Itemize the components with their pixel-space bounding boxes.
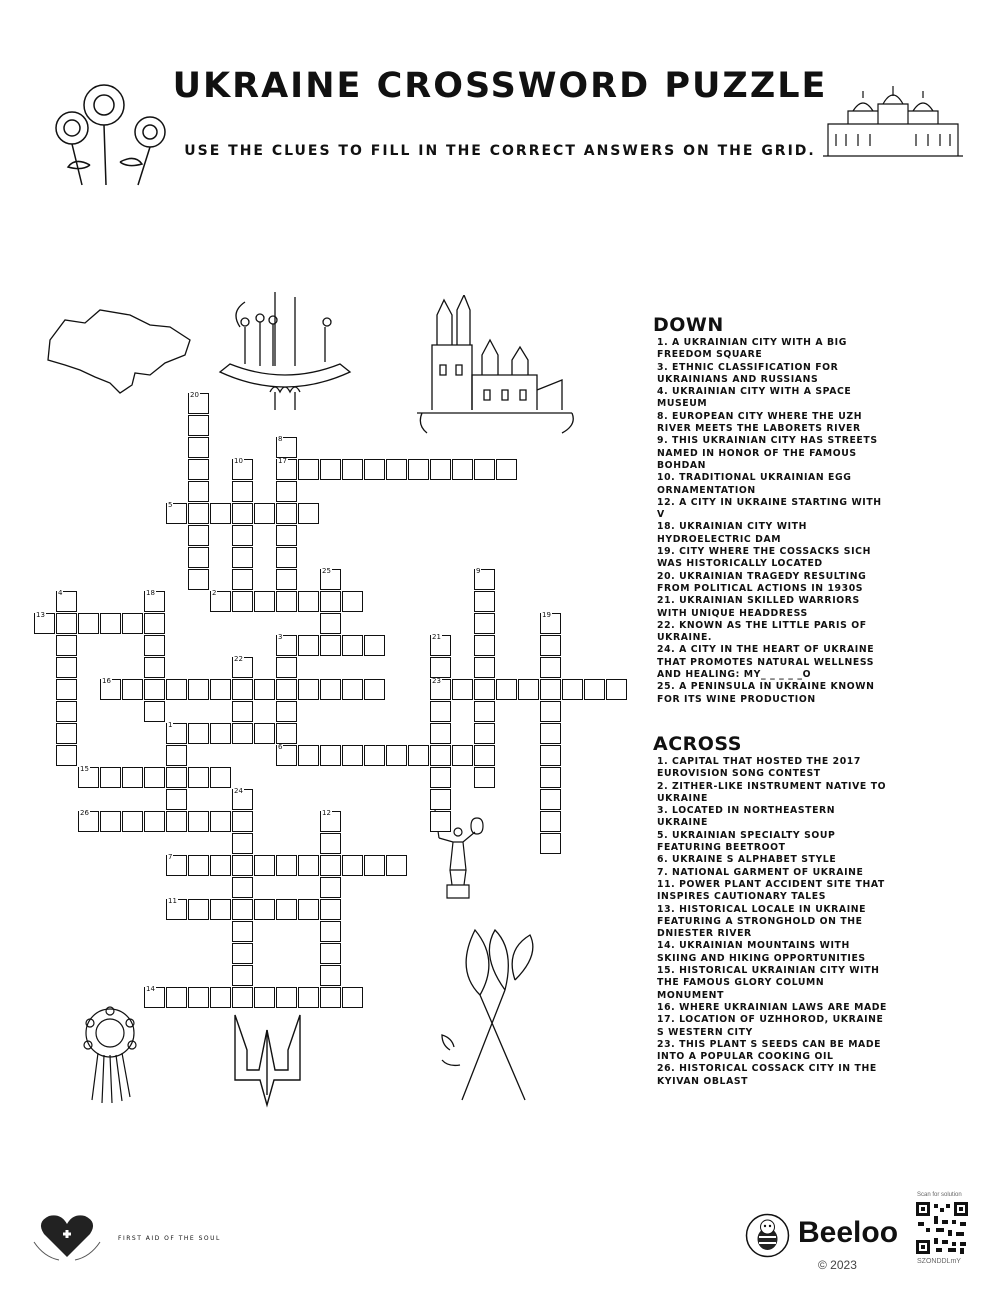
- clue-text: WHERE UKRAINIAN LAWS ARE MADE: [679, 1001, 888, 1013]
- grid-cell[interactable]: [188, 503, 209, 524]
- grid-cell[interactable]: [298, 503, 319, 524]
- grid-cell[interactable]: [320, 833, 341, 854]
- clue-number: 14.: [657, 940, 680, 952]
- cathedral-illustration: [818, 86, 968, 158]
- clue-text: CAPITAL THAT HOSTED THE 2017 EUROVISION SONG CONTEST: [657, 756, 861, 780]
- grid-cell[interactable]: [342, 987, 363, 1008]
- grid-cell[interactable]: [474, 459, 495, 480]
- grid-cell[interactable]: [56, 679, 77, 700]
- grid-cell[interactable]: [56, 701, 77, 722]
- clue-number-label: 21: [432, 633, 441, 641]
- across-clue: [657, 1014, 887, 1039]
- clue-number-label: 17: [278, 457, 287, 465]
- grid-cell[interactable]: [188, 459, 209, 480]
- across-clues-list: [657, 756, 887, 1088]
- grid-cell[interactable]: [122, 767, 143, 788]
- grid-cell[interactable]: [188, 525, 209, 546]
- grid-cell[interactable]: [188, 569, 209, 590]
- castle-illustration: [412, 295, 577, 435]
- grid-cell[interactable]: [210, 855, 231, 876]
- clue-number: 2.: [657, 780, 673, 792]
- clue-number: 25.: [657, 681, 680, 693]
- grid-cell[interactable]: [540, 657, 561, 678]
- instructions: USE THE CLUES TO FILL IN THE CORRECT ANSWERS ON THE GRID.: [184, 143, 816, 159]
- grid-cell[interactable]: [320, 745, 341, 766]
- down-clue: [657, 681, 887, 706]
- grid-cell[interactable]: [188, 767, 209, 788]
- grid-cell[interactable]: [232, 899, 253, 920]
- grid-cell[interactable]: [298, 635, 319, 656]
- grid-cell[interactable]: [298, 899, 319, 920]
- grid-cell[interactable]: [386, 855, 407, 876]
- down-clue: [657, 411, 887, 436]
- grid-cell[interactable]: [210, 723, 231, 744]
- boat-monument-illustration: [215, 292, 355, 412]
- grid-cell[interactable]: [320, 591, 341, 612]
- grid-cell[interactable]: [276, 987, 297, 1008]
- scan-label: Scan for solution: [917, 1192, 962, 1198]
- grid-cell[interactable]: [452, 745, 473, 766]
- clue-text: LOCATION OF UZHHOROD, UKRAINE S WESTERN CITY: [657, 1014, 884, 1038]
- grid-cell[interactable]: [100, 613, 121, 634]
- flower-wreath-illustration: [70, 1005, 150, 1105]
- grid-cell[interactable]: [430, 723, 451, 744]
- grid-cell[interactable]: [474, 701, 495, 722]
- grid-cell[interactable]: [276, 503, 297, 524]
- grid-cell[interactable]: [166, 745, 187, 766]
- clue-number: 11.: [657, 878, 680, 890]
- clue-number: 4.: [657, 386, 673, 398]
- grid-cell[interactable]: [188, 547, 209, 568]
- grid-cell[interactable]: [320, 635, 341, 656]
- clue-text: A PENINSULA IN UKRAINE KNOWN FOR ITS WINE PRODUCTION: [657, 681, 875, 705]
- grid-cell[interactable]: [298, 459, 319, 480]
- grid-cell[interactable]: [188, 679, 209, 700]
- grid-cell[interactable]: [364, 459, 385, 480]
- across-clue: [657, 756, 887, 781]
- grid-cell[interactable]: [276, 701, 297, 722]
- trident-coat-of-arms-icon: [230, 1010, 305, 1110]
- grid-cell[interactable]: [540, 745, 561, 766]
- brand-name: Beeloo: [798, 1216, 899, 1249]
- across-clue: [657, 781, 887, 806]
- grid-cell[interactable]: [320, 965, 341, 986]
- grid-cell[interactable]: [188, 415, 209, 436]
- grid-cell[interactable]: [584, 679, 605, 700]
- down-clue: [657, 497, 887, 522]
- grid-cell[interactable]: [320, 855, 341, 876]
- grid-cell[interactable]: [144, 701, 165, 722]
- grid-cell[interactable]: [56, 613, 77, 634]
- clue-number-label: 6: [278, 743, 283, 751]
- grid-cell[interactable]: [166, 679, 187, 700]
- down-clue: [657, 435, 887, 472]
- grid-cell[interactable]: [342, 855, 363, 876]
- down-clue: [657, 595, 887, 620]
- grid-cell[interactable]: [320, 921, 341, 942]
- grid-cell[interactable]: [430, 745, 451, 766]
- clue-number-label: 8: [278, 435, 283, 443]
- grid-cell[interactable]: [320, 943, 341, 964]
- clue-text: UKRAINIAN TRAGEDY RESULTING FROM POLITICAL ACTIONS IN 1930S: [657, 570, 867, 594]
- clue-number: 20.: [657, 570, 680, 582]
- grid-cell[interactable]: [540, 679, 561, 700]
- clue-text: A CITY IN UKRAINE STARTING WITH V: [657, 496, 882, 521]
- clue-text: HISTORICAL LOCALE IN UKRAINE FEATURING A STRONGHOLD ON THE DNIESTER RIVER: [657, 903, 867, 940]
- clue-number: 26.: [657, 1063, 680, 1075]
- clue-text: UKRAINIAN SPECIALTY SOUP FEATURING BEETROOT: [657, 829, 836, 854]
- clue-text: HISTORICAL COSSACK CITY IN THE KYIVAN OBLAST: [657, 1063, 877, 1087]
- grid-cell[interactable]: [56, 723, 77, 744]
- sunflowers-illustration: [42, 70, 177, 190]
- across-clue: [657, 1063, 887, 1088]
- grid-cell[interactable]: [430, 767, 451, 788]
- across-clue: [657, 805, 887, 830]
- heart-hands-logo: [32, 1212, 102, 1262]
- grid-cell[interactable]: [298, 855, 319, 876]
- clue-number-label: 25: [322, 567, 331, 575]
- grid-cell[interactable]: [276, 591, 297, 612]
- grid-cell[interactable]: [320, 877, 341, 898]
- grid-cell[interactable]: [276, 569, 297, 590]
- clue-number: 13.: [657, 903, 680, 915]
- clue-number: 15.: [657, 965, 680, 977]
- grid-cell[interactable]: [188, 723, 209, 744]
- grid-cell[interactable]: [166, 789, 187, 810]
- grid-cell[interactable]: [210, 987, 231, 1008]
- grid-cell[interactable]: [496, 679, 517, 700]
- grid-cell[interactable]: [144, 767, 165, 788]
- clue-number-label: 9: [476, 567, 481, 575]
- across-clue: [657, 867, 887, 879]
- clue-number-label: 7: [168, 853, 173, 861]
- grid-cell[interactable]: [166, 811, 187, 832]
- grid-cell[interactable]: [188, 987, 209, 1008]
- grid-cell[interactable]: [144, 613, 165, 634]
- grid-cell[interactable]: [254, 987, 275, 1008]
- grid-cell[interactable]: [56, 745, 77, 766]
- grid-cell[interactable]: [540, 789, 561, 810]
- clue-number: 12.: [657, 496, 680, 508]
- grid-cell[interactable]: [232, 943, 253, 964]
- clue-number: 9.: [657, 435, 673, 447]
- grid-cell[interactable]: [474, 679, 495, 700]
- grid-cell[interactable]: [210, 811, 231, 832]
- grid-cell[interactable]: [474, 657, 495, 678]
- grid-cell[interactable]: [254, 855, 275, 876]
- grid-cell[interactable]: [276, 855, 297, 876]
- grid-cell[interactable]: [232, 965, 253, 986]
- clue-number: 22.: [657, 619, 680, 631]
- clue-text: THIS PLANT S SEEDS CAN BE MADE INTO A POPULAR COOKING OIL: [657, 1038, 882, 1063]
- grid-cell[interactable]: [232, 833, 253, 854]
- bee-logo-icon: [745, 1213, 790, 1258]
- grid-cell[interactable]: [540, 811, 561, 832]
- grid-cell[interactable]: [342, 745, 363, 766]
- grid-cell[interactable]: [298, 679, 319, 700]
- grid-cell[interactable]: [254, 679, 275, 700]
- grid-cell[interactable]: [298, 987, 319, 1008]
- clue-number: 17.: [657, 1014, 680, 1026]
- grid-cell[interactable]: [100, 811, 121, 832]
- grid-cell[interactable]: [188, 855, 209, 876]
- grid-cell[interactable]: [254, 503, 275, 524]
- clue-number: 6.: [657, 854, 673, 866]
- solution-code: SZONDDLmY: [917, 1258, 961, 1265]
- clue-number-label: 3: [278, 633, 283, 641]
- grid-cell[interactable]: [474, 635, 495, 656]
- clue-number-label: 11: [168, 897, 177, 905]
- grid-cell[interactable]: [474, 745, 495, 766]
- grid-cell[interactable]: [188, 811, 209, 832]
- clue-number: 24.: [657, 644, 680, 656]
- grid-cell[interactable]: [144, 811, 165, 832]
- grid-cell[interactable]: [232, 591, 253, 612]
- across-clue: [657, 854, 887, 866]
- clue-text: KNOWN AS THE LITTLE PARIS OF UKRAINE.: [657, 619, 867, 644]
- grid-cell[interactable]: [100, 767, 121, 788]
- clue-number: 1.: [657, 337, 673, 348]
- clue-text: UKRAINIAN MOUNTAINS WITH SKIING AND HIKING OPPORTUNITIES: [657, 940, 866, 964]
- grid-cell[interactable]: [474, 591, 495, 612]
- clue-number: 10.: [657, 472, 680, 484]
- grid-cell[interactable]: [232, 525, 253, 546]
- clue-number: 3.: [657, 361, 673, 373]
- grid-cell[interactable]: [342, 591, 363, 612]
- down-clue: [657, 472, 887, 497]
- grid-cell[interactable]: [276, 679, 297, 700]
- grid-cell[interactable]: [364, 855, 385, 876]
- clue-text: CITY WHERE THE COSSACKS SICH WAS HISTORICALLY LOCATED: [657, 546, 871, 570]
- clue-number-label: 22: [234, 655, 243, 663]
- grid-cell[interactable]: [342, 635, 363, 656]
- grid-cell[interactable]: [430, 459, 451, 480]
- grid-cell[interactable]: [320, 987, 341, 1008]
- grid-cell[interactable]: [122, 679, 143, 700]
- grid-cell[interactable]: [474, 613, 495, 634]
- clue-number-label: 18: [146, 589, 155, 597]
- clue-number-label: 10: [234, 457, 243, 465]
- page-title: UKRAINE CROSSWORD PUZZLE: [172, 66, 828, 106]
- grid-cell[interactable]: [320, 459, 341, 480]
- grid-cell[interactable]: [276, 657, 297, 678]
- clue-number-label: 1: [168, 721, 173, 729]
- grid-cell[interactable]: [210, 767, 231, 788]
- grid-cell[interactable]: [562, 679, 583, 700]
- grid-cell[interactable]: [188, 481, 209, 502]
- clue-text: ETHNIC CLASSIFICATION FOR UKRAINIANS AND RUSSIANS: [657, 361, 839, 385]
- grid-cell[interactable]: [496, 459, 517, 480]
- grid-cell[interactable]: [122, 613, 143, 634]
- grid-cell[interactable]: [540, 767, 561, 788]
- grid-cell[interactable]: [430, 789, 451, 810]
- grid-cell[interactable]: [364, 635, 385, 656]
- clue-text: A CITY IN THE HEART OF UKRAINE THAT PROMOTES NATURAL WELLNESS AND HEALING: MY_ _ _ _ _O: [657, 644, 875, 681]
- across-clue: [657, 879, 887, 904]
- down-clues-list: [657, 337, 887, 706]
- grid-cell[interactable]: [320, 613, 341, 634]
- down-clue: [657, 571, 887, 596]
- grid-cell[interactable]: [56, 657, 77, 678]
- grid-cell[interactable]: [386, 745, 407, 766]
- grid-cell[interactable]: [430, 701, 451, 722]
- across-clue: [657, 904, 887, 941]
- clue-number-label: 13: [36, 611, 45, 619]
- grid-cell[interactable]: [166, 987, 187, 1008]
- grid-cell[interactable]: [298, 591, 319, 612]
- grid-cell[interactable]: [232, 547, 253, 568]
- copyright: © 2023: [818, 1258, 857, 1272]
- grid-cell[interactable]: [144, 635, 165, 656]
- clue-text: LOCATED IN NORTHEASTERN UKRAINE: [657, 805, 836, 829]
- clue-number-label: 4: [58, 589, 63, 597]
- down-clue: [657, 521, 887, 546]
- qr-code-icon[interactable]: [916, 1202, 968, 1254]
- clue-text: EUROPEAN CITY WHERE THE UZH RIVER MEETS THE LABORETS RIVER: [657, 410, 863, 435]
- grid-cell[interactable]: [276, 547, 297, 568]
- grid-cell[interactable]: [342, 679, 363, 700]
- clue-number: 7.: [657, 866, 673, 878]
- grid-cell[interactable]: [232, 701, 253, 722]
- clue-number-label: 23: [432, 677, 441, 685]
- grid-cell[interactable]: [56, 635, 77, 656]
- grid-cell[interactable]: [232, 855, 253, 876]
- across-clue: [657, 1039, 887, 1064]
- clue-number-label: 2: [212, 589, 217, 597]
- clue-number: 23.: [657, 1038, 680, 1050]
- down-clue: [657, 386, 887, 411]
- down-clue: [657, 546, 887, 571]
- clue-text: HISTORICAL UKRAINIAN CITY WITH THE FAMOUS GLORY COLUMN MONUMENT: [657, 965, 880, 1001]
- grid-cell[interactable]: [540, 723, 561, 744]
- across-clue: [657, 940, 887, 965]
- clue-number-label: 12: [322, 809, 331, 817]
- clue-text: POWER PLANT ACCIDENT SITE THAT INSPIRES CAUTIONARY TALES: [657, 878, 885, 903]
- grid-cell[interactable]: [144, 679, 165, 700]
- grid-cell[interactable]: [144, 657, 165, 678]
- grid-cell[interactable]: [276, 525, 297, 546]
- grid-cell[interactable]: [188, 899, 209, 920]
- grid-cell[interactable]: [518, 679, 539, 700]
- grid-cell[interactable]: [408, 459, 429, 480]
- grid-cell[interactable]: [210, 899, 231, 920]
- grid-cell[interactable]: [232, 877, 253, 898]
- grid-cell[interactable]: [78, 613, 99, 634]
- ukraine-map-illustration: [40, 305, 200, 400]
- grid-cell[interactable]: [254, 723, 275, 744]
- grid-cell[interactable]: [540, 833, 561, 854]
- down-clue: [657, 337, 887, 362]
- clue-text: THIS UKRAINIAN CITY HAS STREETS NAMED IN HONOR OF THE FAMOUS BOHDAN: [657, 435, 878, 471]
- grid-cell[interactable]: [540, 635, 561, 656]
- grid-cell[interactable]: [210, 503, 231, 524]
- clue-number-label: 24: [234, 787, 243, 795]
- down-clue: [657, 362, 887, 387]
- grid-cell[interactable]: [166, 767, 187, 788]
- grid-cell[interactable]: [342, 459, 363, 480]
- grid-cell[interactable]: [452, 679, 473, 700]
- down-clue: [657, 644, 887, 681]
- clue-number: 8.: [657, 410, 673, 422]
- clue-number: 1.: [657, 756, 673, 767]
- grid-cell[interactable]: [606, 679, 627, 700]
- grid-cell[interactable]: [232, 481, 253, 502]
- grid-cell[interactable]: [232, 679, 253, 700]
- clue-text: ZITHER-LIKE INSTRUMENT NATIVE TO UKRAINE: [657, 780, 887, 804]
- clue-number-label: 14: [146, 985, 155, 993]
- grid-cell[interactable]: [232, 723, 253, 744]
- first-aid-tagline: FIRST AID OF THE SOUL: [118, 1235, 221, 1242]
- down-clue: [657, 620, 887, 645]
- clue-text: UKRAINIAN CITY WITH HYDROELECTRIC DAM: [657, 521, 807, 545]
- across-clue: [657, 830, 887, 855]
- down-heading: DOWN: [653, 314, 724, 336]
- grid-cell[interactable]: [254, 591, 275, 612]
- grid-cell[interactable]: [232, 987, 253, 1008]
- clue-text: A UKRAINIAN CITY WITH A BIG FREEDOM SQUARE: [657, 337, 847, 361]
- clue-text: UKRAINIAN SKILLED WARRIORS WITH UNIQUE HEADDRESS: [657, 595, 860, 619]
- grid-cell[interactable]: [276, 899, 297, 920]
- grid-cell[interactable]: [430, 657, 451, 678]
- across-clue: [657, 965, 887, 1002]
- clue-number: 3.: [657, 805, 673, 817]
- clue-number-label: 5: [168, 501, 173, 509]
- grid-cell[interactable]: [276, 723, 297, 744]
- grid-cell[interactable]: [210, 679, 231, 700]
- grid-cell[interactable]: [122, 811, 143, 832]
- clue-text: TRADITIONAL UKRAINIAN EGG ORNAMENTATION: [657, 472, 852, 496]
- grid-cell[interactable]: [540, 701, 561, 722]
- clue-number: 5.: [657, 829, 673, 841]
- grid-cell[interactable]: [232, 811, 253, 832]
- clue-number-label: 16: [102, 677, 111, 685]
- grid-cell[interactable]: [298, 745, 319, 766]
- grid-cell[interactable]: [408, 745, 429, 766]
- clue-text: UKRAINE S ALPHABET STYLE: [672, 854, 837, 866]
- grid-cell[interactable]: [452, 459, 473, 480]
- clue-number: 19.: [657, 546, 680, 558]
- grid-cell[interactable]: [276, 481, 297, 502]
- clue-number-label: 20: [190, 391, 199, 399]
- grid-cell[interactable]: [320, 899, 341, 920]
- across-clue: [657, 1002, 887, 1014]
- grid-cell[interactable]: [364, 745, 385, 766]
- clue-number-label: 26: [80, 809, 89, 817]
- grid-cell[interactable]: [386, 459, 407, 480]
- grid-cell[interactable]: [188, 437, 209, 458]
- across-heading: ACROSS: [653, 733, 742, 755]
- grid-cell[interactable]: [320, 679, 341, 700]
- clue-text: NATIONAL GARMENT OF UKRAINE: [672, 866, 864, 878]
- clue-number: 18.: [657, 521, 680, 533]
- grid-cell[interactable]: [254, 899, 275, 920]
- grid-cell[interactable]: [232, 921, 253, 942]
- grid-cell[interactable]: [232, 569, 253, 590]
- grid-cell[interactable]: [364, 679, 385, 700]
- grid-cell[interactable]: [474, 767, 495, 788]
- grid-cell[interactable]: [430, 811, 451, 832]
- grid-cell[interactable]: [474, 723, 495, 744]
- clue-number: 21.: [657, 595, 680, 607]
- grid-cell[interactable]: [232, 503, 253, 524]
- clue-number: 16.: [657, 1001, 680, 1013]
- clue-text: UKRAINIAN CITY WITH A SPACE MUSEUM: [657, 386, 852, 410]
- clue-number-label: 19: [542, 611, 551, 619]
- clue-number-label: 15: [80, 765, 89, 773]
- wheat-illustration: [440, 920, 550, 1105]
